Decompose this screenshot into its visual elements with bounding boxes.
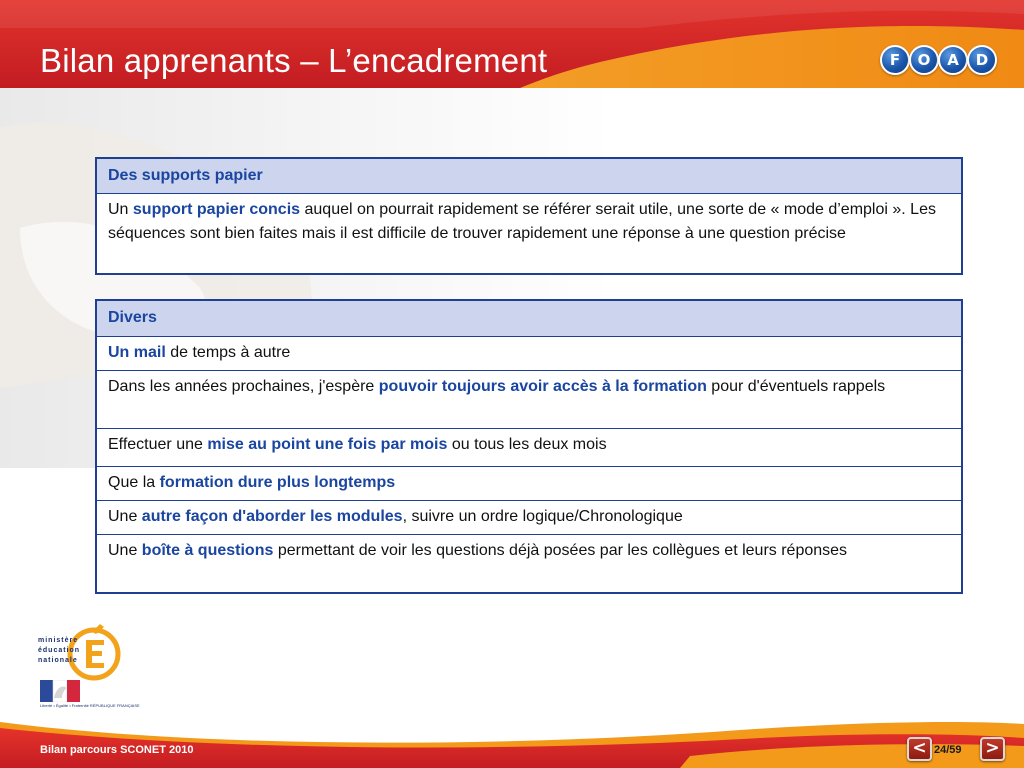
ministry-line: ministère [38,637,79,644]
row-text: Une [108,508,142,525]
footer-title: Bilan parcours SCONET 2010 [40,744,194,756]
row-highlight: autre façon d'aborder les modules [141,508,403,525]
ministry-logo [38,614,140,708]
row-text: Que la [108,474,160,491]
row-text: Effectuer une [108,436,208,453]
table-header: Des supports papier [97,159,961,193]
logo-letter-f: F [880,45,910,75]
row-text: auquel on pourrait rapidement se référer serait utile, une sorte de « mode d’emploi ». Les séquences sont bien faites mais il est difficile de trouver rapidement une réponse à une question précise [108,201,936,242]
row-highlight: pouvoir toujours avoir accès à la formation [378,378,707,395]
previous-slide-button[interactable]: < [907,737,932,761]
row-text: Dans les années prochaines, j'espère [108,378,379,395]
logo-letter-o: O [909,45,939,75]
row-text: Un [108,201,133,218]
next-slide-button[interactable]: > [980,737,1005,761]
marianne-flag-icon [40,680,80,702]
row-text: ou tous les deux mois [447,436,607,453]
table-header: Divers [97,301,961,336]
row-text: Une [108,542,142,559]
ministry-line: éducation [38,647,81,654]
row-text: de temps à autre [165,344,291,361]
table-row [97,500,961,534]
foad-logo [880,45,1000,75]
row-text: permettant de voir les questions déjà posées par les collègues et leurs réponses [273,542,848,559]
slide-header [0,0,1024,88]
table-divers [95,299,963,594]
table-row [97,370,961,428]
table-row [97,336,961,370]
logo-letter-d: D [967,45,997,75]
page-counter: 24/59 [934,744,962,756]
row-highlight: formation dure plus longtemps [159,474,396,491]
slide-title: Bilan apprenants – L’encadrement [40,42,548,79]
row-highlight: boîte à questions [141,542,274,559]
row-highlight: support papier concis [132,201,301,218]
row-text: pour d'éventuels rappels [706,378,886,395]
row-highlight: mise au point une fois par mois [207,436,448,453]
table-row [97,428,961,466]
ministry-words [38,636,80,666]
ministry-motto: Liberté • Égalité • Fraternité RÉPUBLIQUE FRANÇAISE [40,703,140,708]
row-text: , suivre un ordre logique/Chronologique [402,508,683,525]
table-row [97,466,961,500]
logo-letter-a: A [938,45,968,75]
ministry-line: nationale [38,657,78,664]
slide-footer [0,708,1024,768]
table-supports-papier [95,157,963,275]
table-row [97,193,961,273]
row-highlight: Un mail [108,344,166,361]
table-row [97,534,961,592]
